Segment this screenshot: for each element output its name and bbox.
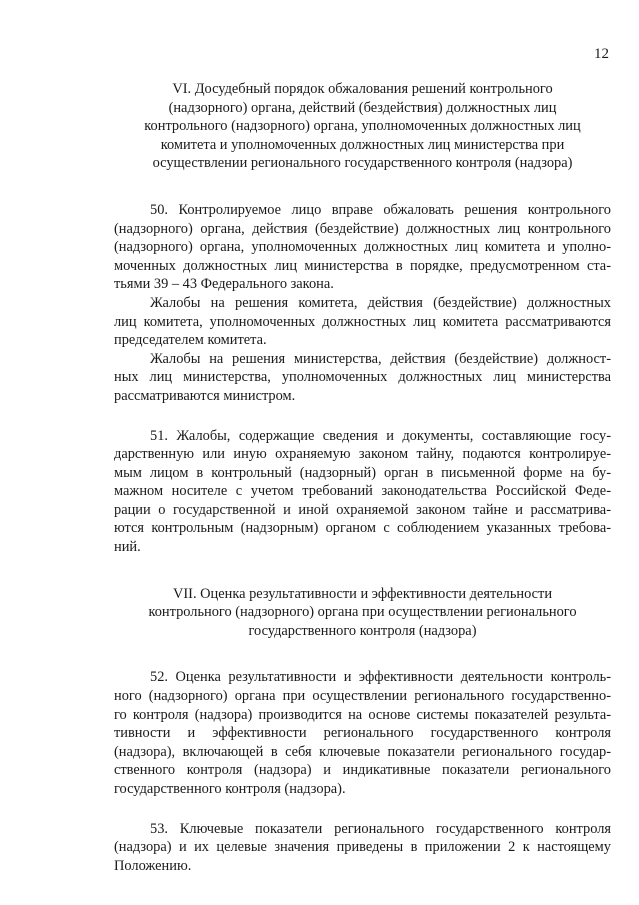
paragraph-51 <box>114 427 611 557</box>
paragraph-line: лиц комитета, уполномоченных должностных лиц комитета рассматриваются <box>114 313 611 330</box>
paragraph-line: го контроля (надзора) производится на основе системы показателей результа- <box>114 706 611 723</box>
heading-line: VI. Досудебный порядок обжалования решений контрольного <box>172 81 553 97</box>
paragraph-line: (надзора), включающей в себя ключевые показатели регионального государ- <box>114 743 611 760</box>
paragraph-line: ного (надзорного) органа при осуществлении регионального государственно- <box>114 688 611 705</box>
paragraph-line: рассматриваются министром. <box>114 387 296 404</box>
heading-line: государственного контроля (надзора) <box>248 622 477 639</box>
paragraph-line: ственного контроля (надзора) и индикативные показатели регионального <box>114 762 611 779</box>
paragraph-line: Жалобы на решения министерства, действия (бездействие) должност- <box>150 350 611 367</box>
paragraph-line: моченных должностных лиц министерства в порядке, предусмотренном ста- <box>114 257 611 274</box>
paragraph-line: 53. Ключевые показатели регионального государственного контроля <box>150 820 611 837</box>
paragraph-line: 50. Контролируемое лицо вправе обжаловать решения контрольного <box>150 201 611 218</box>
heading-line: контрольного (надзорного) органа, уполномоченных должностных лиц <box>144 118 581 135</box>
heading-line: VII. Оценка результативности и эффективности деятельности <box>172 585 553 602</box>
paragraph-53 <box>114 820 611 876</box>
paragraph-line: мажном носителе с учетом требований законодательства Российской Феде- <box>114 483 611 500</box>
paragraph-line: Положению. <box>114 857 192 874</box>
heading-line: комитета и уполномоченных должностных лиц министерства при <box>160 136 565 153</box>
paragraph-line: дарственную или иную охраняемую законом тайну, подаются контролируе- <box>114 446 611 463</box>
paragraph-line: тивности и эффективности регионального государственного контроля <box>114 725 611 742</box>
paragraph-line: 52. Оценка результативности и эффективности деятельности контроль- <box>150 669 611 686</box>
paragraph-line: ний. <box>114 539 141 556</box>
heading-line: контрольного (надзорного) органа при осуществлении регионального <box>148 604 577 621</box>
paragraph-line: (надзорного) органа, действия (бездействие) должностных лиц контрольного <box>114 220 611 237</box>
heading-line: (надзорного) органа, действий (бездействия) должностных лиц <box>168 99 557 116</box>
paragraph-line: (надзора) и их целевые значения приведены в приложении 2 к настоящему <box>114 839 611 856</box>
paragraph-52 <box>114 668 611 798</box>
page-number: 12 <box>594 46 609 62</box>
section-7-heading <box>114 585 611 641</box>
document-body <box>114 80 611 875</box>
paragraph-line: государственного контроля (надзора). <box>114 781 346 797</box>
paragraph-line: (надзорного) органа, уполномоченных должностных лиц комитета и уполно- <box>114 239 611 256</box>
paragraph-line: тьями 39 – 43 Федерального закона. <box>114 276 334 293</box>
paragraph-line: 51. Жалобы, содержащие сведения и документы, составляющие госу- <box>150 427 611 444</box>
paragraph-line: ных лиц министерства, уполномоченных должностных лиц министерства <box>114 369 611 386</box>
paragraph-line: Жалобы на решения комитета, действия (бездействие) должностных <box>150 294 611 311</box>
paragraph-complaints-committee <box>114 294 611 350</box>
paragraph-line: председателем комитета. <box>114 332 267 349</box>
paragraph-50 <box>114 201 611 294</box>
paragraph-line: рации о государственной и иной охраняемой законом тайне и рассматрива- <box>114 501 611 518</box>
paragraph-line: ются контрольным (надзорным) органом с соблюдением указанных требова- <box>114 520 611 537</box>
heading-line: осуществлении регионального государственного контроля (надзора) <box>152 155 573 172</box>
paragraph-complaints-ministry <box>114 350 611 406</box>
section-6-heading <box>114 80 611 173</box>
paragraph-line: мым лицом в контрольный (надзорный) орган в письменной форме на бу- <box>114 464 611 481</box>
